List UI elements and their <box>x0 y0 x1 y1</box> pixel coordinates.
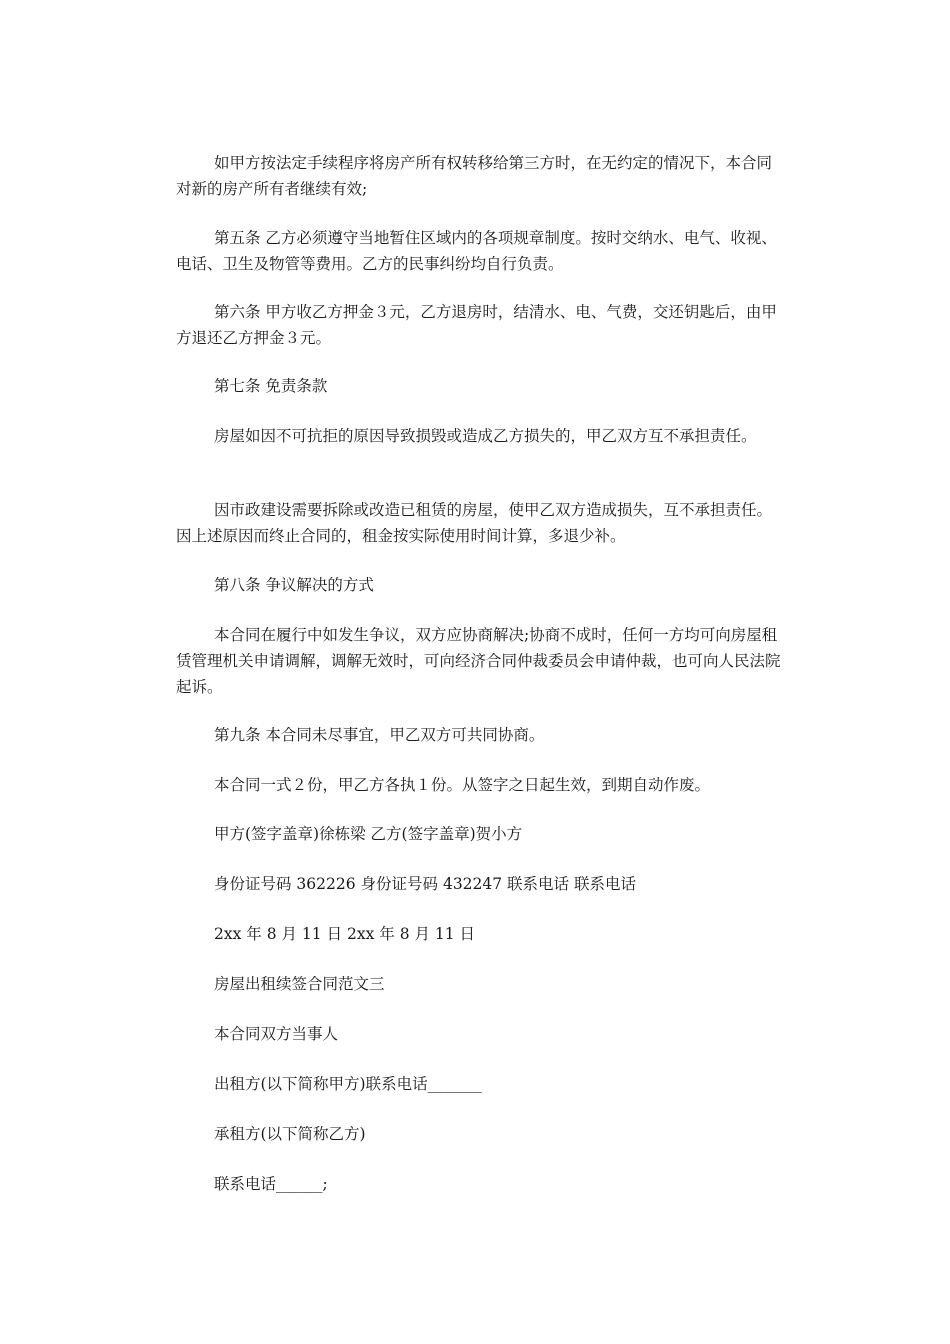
paragraph-id-numbers: 身份证号码 362226 身份证号码 432247 联系电话 联系电话 <box>214 875 636 893</box>
paragraph-parties: 本合同双方当事人 <box>214 1025 339 1043</box>
paragraph-article-7-heading: 第七条 免责条款 <box>214 377 328 395</box>
paragraph-article-5: 第五条 乙方必须遵守当地暂住区域内的各项规章制度。按时交纳水、电气、收视、电话、卫生及物管等费用。乙方的民事纠纷均自行负责。 <box>176 229 777 273</box>
paragraph-lessee: 承租方(以下简称乙方) <box>214 1125 366 1143</box>
paragraph-article-6: 第六条 甲方收乙方押金３元，乙方退房时，结清水、电、气费，交还钥匙后，由甲方退还乙方押金３元。 <box>176 303 777 347</box>
paragraph-article-8-heading: 第八条 争议解决的方式 <box>214 576 374 594</box>
paragraph-copies: 本合同一式２份，甲乙方各执１份。从签字之日起生效，到期自动作废。 <box>214 776 711 794</box>
paragraph-property-transfer: 如甲方按法定手续程序将房产所有权转移给第三方时，在无约定的情况下，本合同对新的房产所有者继续有效; <box>176 154 773 198</box>
paragraph-municipal-construction: 因市政建设需要拆除或改造已租赁的房屋，使甲乙双方造成损失，互不承担责任。 因上述原因而终止合同的，租金按实际使用时间计算，多退少补。 <box>176 501 773 545</box>
paragraph-dates: 2xx 年 8 月 11 日 2xx 年 8 月 11 日 <box>214 925 476 943</box>
paragraph-sample-three-title: 房屋出租续签合同范文三 <box>214 975 385 993</box>
paragraph-signatures: 甲方(签字盖章)徐栋梁 乙方(签字盖章)贺小方 <box>214 825 523 843</box>
paragraph-dispute-resolution: 本合同在履行中如发生争议，双方应协商解决;协商不成时，任何一方均可向房屋租赁管理机关申请调解，调解无效时，可向经济合同仲裁委员会申请仲裁，也可向人民法院起诉。 <box>176 626 781 696</box>
paragraph-force-majeure: 房屋如因不可抗拒的原因导致损毁或造成乙方损失的，甲乙双方互不承担责任。 <box>214 427 757 445</box>
paragraph-lessee-phone: 联系电话______; <box>214 1175 328 1193</box>
paragraph-article-9: 第九条 本合同未尽事宜，甲乙双方可共同协商。 <box>214 726 545 744</box>
paragraph-lessor: 出租方(以下简称甲方)联系电话_______ <box>214 1075 482 1093</box>
